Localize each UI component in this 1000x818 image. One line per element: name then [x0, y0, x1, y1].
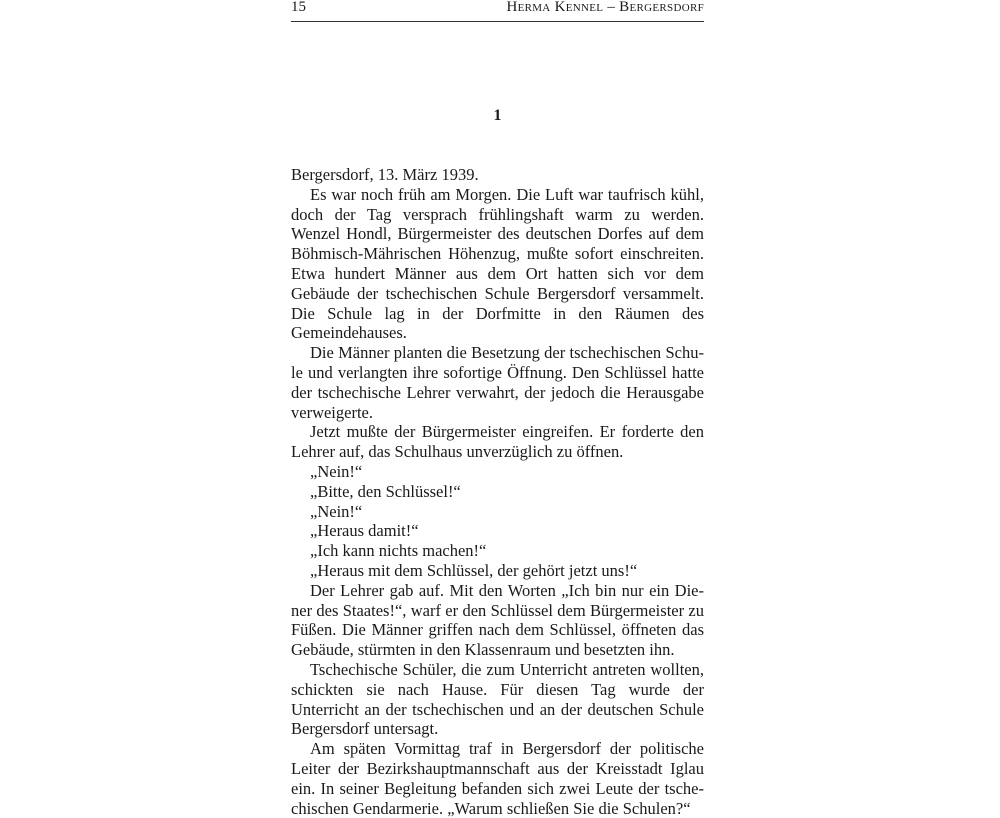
- paragraph: Tschechische Schüler, die zum Unterricht antreten wollten, schickten sie nach Hause. Für diesen Tag wurde der Unterricht an der tschechischen und an der deutschen Schule Bergersdorf untersagt.: [291, 659, 704, 739]
- running-header: [291, 0, 704, 22]
- body-text: [291, 165, 704, 818]
- chapter-number: 1: [493, 107, 502, 124]
- dialogue-line: „Heraus mit dem Schlüssel, der gehört jetzt uns!“: [310, 560, 638, 580]
- dialogue-line: „Ich kann nichts machen!“: [310, 541, 487, 561]
- paragraph: Der Lehrer gab auf. Mit den Worten „Ich bin nur ein Diener des Staates!“, warf er den Schlüssel dem Bürgermeister zu Füßen. Die Männer griffen nach dem Schlüssel, öffneten das Gebäude, stürmten in den Klassenraum und besetzten ihn.: [291, 580, 704, 660]
- dialogue-line: „Nein!“: [310, 461, 363, 481]
- paragraph: Die Männer planten die Besetzung der tschechischen Schule und verlangten ihre sofortige Öffnung. Den Schlüssel hatte der tschechische Lehrer verwahrt, der jedoch die Herausgabe verweigerte.: [291, 343, 704, 422]
- dialogue-line: „Nein!“: [310, 501, 363, 521]
- page-number: 15: [291, 0, 306, 15]
- paragraph: Jetzt mußte der Bürgermeister eingreifen. Er forderte den Lehrer auf, das Schulhaus unverzüglich zu öffnen.: [291, 422, 704, 462]
- paragraph: Am späten Vormittag traf in Bergersdorf der politische Leiter der Bezirkshauptmannschaft aus der Kreisstadt Iglau ein. In seiner Begleitung befanden sich zwei Leute der tschechischen Gendarmerie. „Warum schließen Sie die Schulen?“: [291, 739, 704, 818]
- dialogue-line: „Bitte, den Schlüssel!“: [310, 481, 461, 501]
- paragraph-dateline: Bergersdorf, 13. März 1939.: [291, 165, 479, 184]
- dialogue-line: „Heraus damit!“: [310, 521, 419, 541]
- running-title: Herma Kennel – Bergersdorf: [506, 0, 704, 15]
- paragraph: Es war noch früh am Morgen. Die Luft war taufrisch kühl, doch der Tag versprach frühlingshaft warm zu werden. Wenzel Hondl, Bürgermeister des deutschen Dorfes auf dem Böhmisch-Mährischen Höhenzug, mußte sofort einschreiten. Etwa hundert Männer aus dem Ort hatten sich vor dem Gebäude der tschechischen Schule Bergersdorf versammelt. Die Schule lag in der Dorfmitte in den Räumen des Gemeindehauses.: [291, 184, 704, 343]
